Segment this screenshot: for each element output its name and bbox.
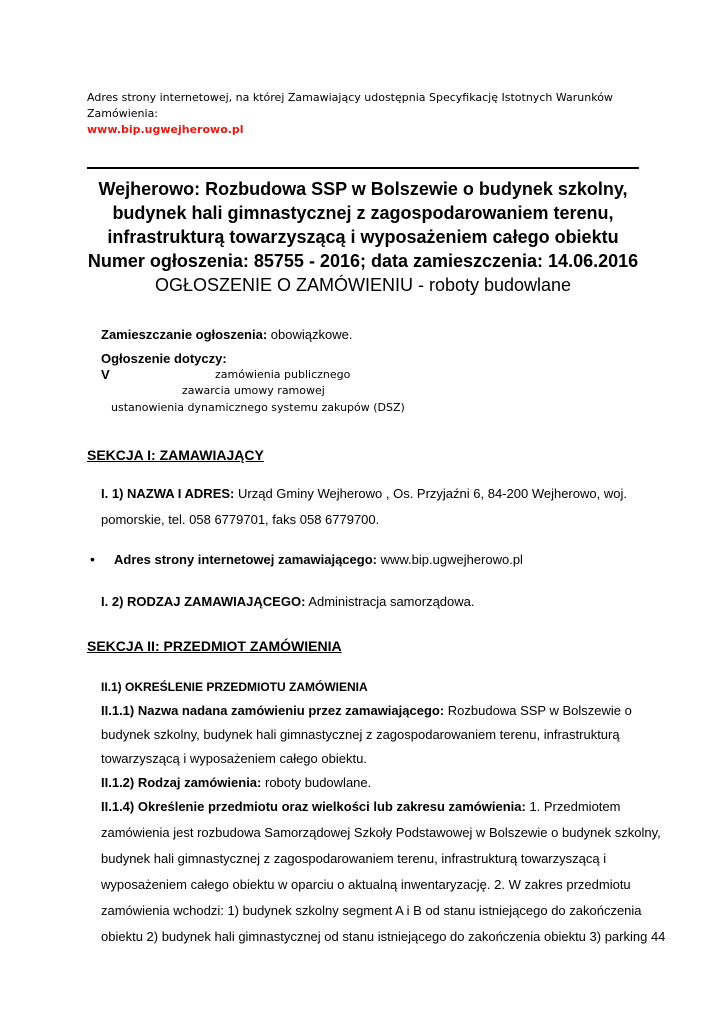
i2-row	[101, 590, 475, 614]
ii11-line-2: budynek szkolny, budynek hali gimnastycznej z zagospodarowaniem terenu, infrastrukturą	[101, 727, 620, 742]
website-label: Adres strony internetowej zamawiającego:	[114, 552, 377, 567]
title-line-5: OGŁOSZENIE O ZAMÓWIENIU - roboty budowlane	[154, 275, 572, 295]
website-row	[114, 548, 523, 572]
ii11-row	[101, 699, 632, 723]
ii14-line-2: zamówienia jest rozbudowa Samorządowej Szkoły Podstawowej w Bolszewie o budynek szkolny,	[101, 825, 661, 840]
i1-line-1: Urząd Gminy Wejherowo , Os. Przyjaźni 6, 84-200 Wejherowo, woj.	[238, 486, 627, 501]
zamieszczanie-value: obowiązkowe.	[270, 327, 353, 342]
title-line-3: infrastrukturą towarzyszącą i wyposażeniem całego obiektu	[107, 227, 619, 247]
notice-title	[87, 177, 639, 297]
title-line-2: budynek hali gimnastycznej z zagospodarowaniem terenu,	[112, 203, 614, 223]
section-1-heading: SEKCJA I: ZAMAWIAJĄCY	[87, 447, 264, 463]
check-mark: V	[101, 367, 110, 382]
ii14-line-6: obiektu 2) budynek hali gimnastycznej od stanu istniejącego do zakończenia obiektu 3) parking 44	[101, 929, 666, 944]
ii12-row	[101, 771, 371, 795]
dotyczy-label: Ogłoszenie dotyczy:	[101, 351, 227, 366]
ii14-row	[101, 795, 620, 819]
intro-block	[87, 90, 627, 138]
ii11-line-3: towarzyszącą i wyposażeniem całego obiektu.	[101, 751, 367, 766]
zamieszczanie-label: Zamieszczanie ogłoszenia:	[101, 327, 268, 342]
ii14-line-4: wyposażeniem całego obiektu w oparciu o aktualną inwentaryzację. 2. W zakres przedmiotu	[101, 877, 631, 892]
option-public-contract: zamówienia publicznego	[215, 368, 351, 381]
title-line-4: Numer ogłoszenia: 85755 - 2016; data zamieszczenia: 14.06.2016	[87, 251, 639, 271]
ii11-label: II.1.1) Nazwa nadana zamówieniu przez zamawiającego:	[101, 703, 445, 718]
ii14-line-1: 1. Przedmiotem	[529, 799, 621, 814]
ii1-heading: II.1) OKREŚLENIE PRZEDMIOTU ZAMÓWIENIA	[101, 680, 368, 694]
ii12-value: roboty budowlane.	[265, 775, 372, 790]
ii14-line-3: budynek hali gimnastycznej z zagospodarowaniem terenu, infrastrukturą towarzyszącą i	[101, 851, 607, 866]
i1-label: I. 1) NAZWA I ADRES:	[101, 486, 235, 501]
option-dynamic-system: ustanowienia dynamicznego systemu zakupów (DSZ)	[111, 401, 405, 414]
horizontal-rule	[87, 167, 639, 169]
i2-label: I. 2) RODZAJ ZAMAWIAJĄCEGO:	[101, 594, 306, 609]
section-2-heading: SEKCJA II: PRZEDMIOT ZAMÓWIENIA	[87, 638, 342, 654]
bip-link[interactable]: www.bip.ugwejherowo.pl	[87, 123, 244, 136]
ii14-line-5: zamówienia wchodzi: 1) budynek szkolny segment A i B od stanu istniejącego do zakończenia	[101, 903, 642, 918]
ii12-label: II.1.2) Rodzaj zamówienia:	[101, 775, 262, 790]
option-framework-agreement: zawarcia umowy ramowej	[182, 384, 325, 397]
i1-line-2: pomorskie, tel. 058 6779701, faks 058 6779700.	[101, 512, 380, 527]
bullet-icon: •	[90, 551, 95, 567]
website-value[interactable]: www.bip.ugwejherowo.pl	[380, 552, 523, 567]
i1-row-1	[101, 482, 627, 506]
title-line-1: Wejherowo: Rozbudowa SSP w Bolszewie o budynek szkolny,	[98, 179, 628, 199]
intro-text: Adres strony internetowej, na której Zamawiający udostępnia Specyfikację Istotnych Warunków Zamówienia:	[87, 91, 613, 120]
ii11-line-1: Rozbudowa SSP w Bolszewie o	[447, 703, 632, 718]
i2-value: Administracja samorządowa.	[308, 594, 475, 609]
ii14-label: II.1.4) Określenie przedmiotu oraz wielkości lub zakresu zamówienia:	[101, 799, 526, 814]
zamieszczanie-row	[101, 327, 352, 342]
